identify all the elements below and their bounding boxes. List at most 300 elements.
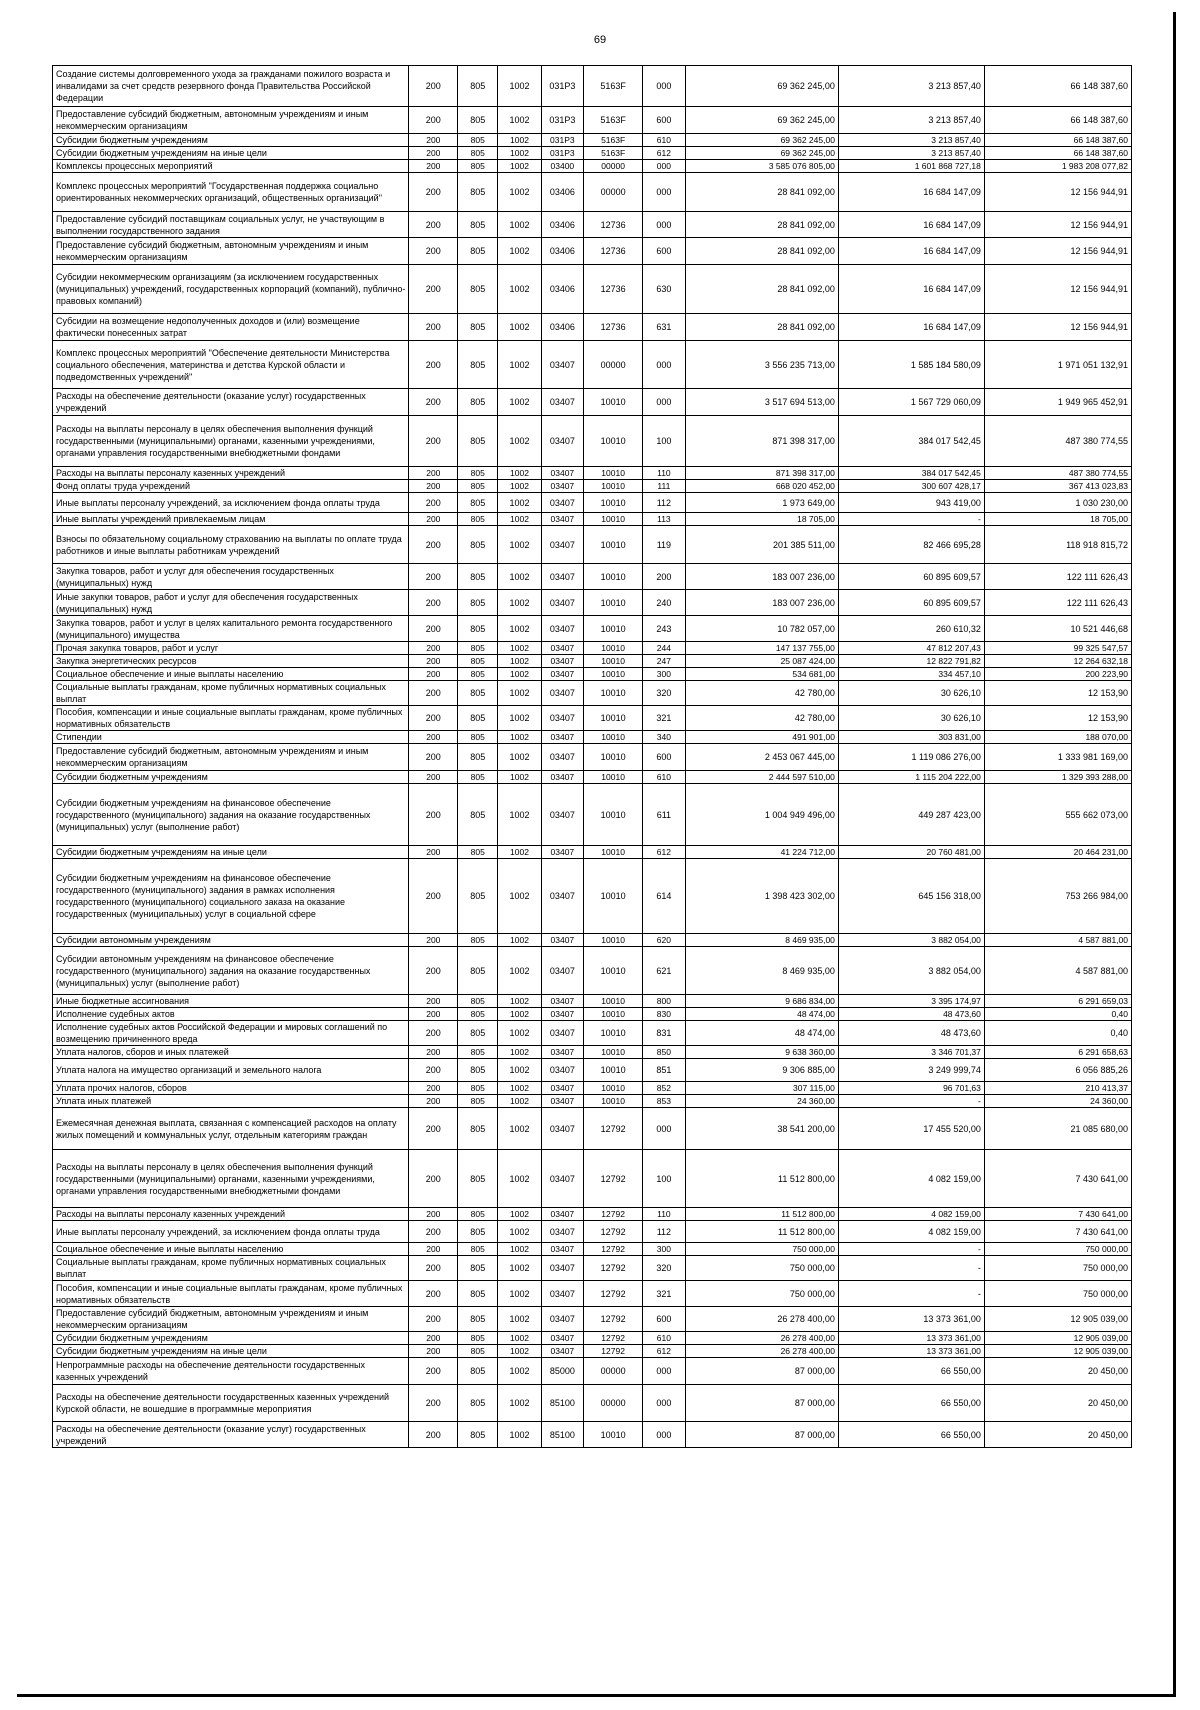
row-amount-executed: 66 550,00: [838, 1422, 984, 1448]
row-subsection-code: 1002: [498, 744, 541, 771]
row-amount-remaining: 487 380 774,55: [984, 416, 1131, 467]
row-expense-type-code: 113: [643, 513, 685, 526]
row-section-code: 805: [458, 526, 498, 564]
row-direction-code: 10010: [584, 995, 643, 1008]
row-name: Предоставление субсидий бюджетным, автономным учреждениям и иным некоммерческим организациям: [53, 107, 409, 134]
row-ministry-code: 200: [409, 1221, 458, 1243]
row-direction-code: 10010: [584, 934, 643, 947]
row-program-code: 03407: [541, 784, 583, 846]
row-amount-plan: 750 000,00: [685, 1281, 838, 1307]
row-section-code: 805: [458, 590, 498, 616]
row-subsection-code: 1002: [498, 731, 541, 744]
row-amount-executed: 48 473,60: [838, 1021, 984, 1046]
row-ministry-code: 200: [409, 731, 458, 744]
row-expense-type-code: 600: [643, 1307, 685, 1332]
row-amount-plan: 28 841 092,00: [685, 173, 838, 212]
row-direction-code: 10010: [584, 493, 643, 513]
row-expense-type-code: 100: [643, 1150, 685, 1208]
row-expense-type-code: 600: [643, 238, 685, 265]
row-expense-type-code: 100: [643, 416, 685, 467]
row-ministry-code: 200: [409, 1307, 458, 1332]
row-direction-code: 10010: [584, 744, 643, 771]
row-name: Субсидии автономным учреждениям на финансовое обеспечение государственного (муниципального) задания на оказание государственных (муниципальных) услуг (выполнение работ): [53, 947, 409, 995]
row-expense-type-code: 000: [643, 341, 685, 389]
row-amount-plan: 1 004 949 496,00: [685, 784, 838, 846]
row-direction-code: 12792: [584, 1221, 643, 1243]
table-row: [53, 784, 1132, 846]
row-program-code: 031Р3: [541, 134, 583, 147]
row-amount-plan: 534 681,00: [685, 668, 838, 681]
row-ministry-code: 200: [409, 590, 458, 616]
row-program-code: 03406: [541, 238, 583, 265]
row-program-code: 03407: [541, 859, 583, 934]
table-row: [53, 147, 1132, 160]
row-name: Социальное обеспечение и иные выплаты населению: [53, 1243, 409, 1256]
row-expense-type-code: 631: [643, 314, 685, 341]
row-program-code: 03407: [541, 1150, 583, 1208]
row-amount-remaining: 18 705,00: [984, 513, 1131, 526]
row-amount-executed: 17 455 520,00: [838, 1108, 984, 1150]
row-ministry-code: 200: [409, 160, 458, 173]
row-program-code: 031Р3: [541, 147, 583, 160]
row-amount-remaining: 0,40: [984, 1008, 1131, 1021]
row-program-code: 03407: [541, 1008, 583, 1021]
row-direction-code: 10010: [584, 590, 643, 616]
row-direction-code: 12792: [584, 1256, 643, 1281]
row-amount-plan: 28 841 092,00: [685, 314, 838, 341]
row-ministry-code: 200: [409, 668, 458, 681]
row-direction-code: 10010: [584, 642, 643, 655]
table-row: [53, 467, 1132, 480]
row-subsection-code: 1002: [498, 416, 541, 467]
row-name: Иные выплаты персоналу учреждений, за исключением фонда оплаты труда: [53, 493, 409, 513]
row-ministry-code: 200: [409, 947, 458, 995]
row-name: Субсидии на возмещение недополученных доходов и (или) возмещение фактически понесенных затрат: [53, 314, 409, 341]
row-amount-executed: 12 822 791,82: [838, 655, 984, 668]
row-direction-code: 10010: [584, 389, 643, 416]
row-ministry-code: 200: [409, 526, 458, 564]
row-amount-remaining: 750 000,00: [984, 1256, 1131, 1281]
row-name: Исполнение судебных актов: [53, 1008, 409, 1021]
row-amount-executed: -: [838, 1281, 984, 1307]
row-section-code: 805: [458, 341, 498, 389]
row-amount-plan: 28 841 092,00: [685, 238, 838, 265]
row-ministry-code: 200: [409, 416, 458, 467]
row-subsection-code: 1002: [498, 467, 541, 480]
row-ministry-code: 200: [409, 784, 458, 846]
row-amount-plan: 11 512 800,00: [685, 1150, 838, 1208]
table-row: [53, 731, 1132, 744]
row-amount-remaining: 7 430 641,00: [984, 1221, 1131, 1243]
row-name: Социальные выплаты гражданам, кроме публичных нормативных социальных выплат: [53, 681, 409, 706]
row-subsection-code: 1002: [498, 616, 541, 642]
row-subsection-code: 1002: [498, 859, 541, 934]
row-amount-executed: 4 082 159,00: [838, 1208, 984, 1221]
table-row: [53, 1108, 1132, 1150]
row-expense-type-code: 240: [643, 590, 685, 616]
row-direction-code: 5163F: [584, 107, 643, 134]
row-name: Уплата налогов, сборов и иных платежей: [53, 1046, 409, 1059]
row-ministry-code: 200: [409, 1243, 458, 1256]
row-expense-type-code: 621: [643, 947, 685, 995]
row-program-code: 85100: [541, 1385, 583, 1422]
row-name: Иные выплаты персоналу учреждений, за исключением фонда оплаты труда: [53, 1221, 409, 1243]
row-direction-code: 10010: [584, 1082, 643, 1095]
table-row: [53, 995, 1132, 1008]
row-ministry-code: 200: [409, 564, 458, 590]
row-amount-executed: 3 882 054,00: [838, 947, 984, 995]
row-section-code: 805: [458, 1108, 498, 1150]
row-amount-plan: 11 512 800,00: [685, 1221, 838, 1243]
row-amount-plan: 9 686 834,00: [685, 995, 838, 1008]
row-amount-remaining: 10 521 446,68: [984, 616, 1131, 642]
row-subsection-code: 1002: [498, 212, 541, 238]
row-program-code: 03407: [541, 1108, 583, 1150]
row-amount-plan: 1 398 423 302,00: [685, 859, 838, 934]
row-expense-type-code: 600: [643, 107, 685, 134]
row-name: Расходы на выплаты персоналу казенных учреждений: [53, 1208, 409, 1221]
row-name: Ежемесячная денежная выплата, связанная с компенсацией расходов на оплату жилых помещений и коммунальных услуг, отдельным категориям граждан: [53, 1108, 409, 1150]
table-row: [53, 1046, 1132, 1059]
row-program-code: 03407: [541, 467, 583, 480]
row-amount-plan: 26 278 400,00: [685, 1307, 838, 1332]
row-amount-plan: 9 306 885,00: [685, 1059, 838, 1082]
row-program-code: 03407: [541, 416, 583, 467]
row-direction-code: 00000: [584, 1385, 643, 1422]
row-amount-plan: 42 780,00: [685, 681, 838, 706]
row-ministry-code: 200: [409, 995, 458, 1008]
row-expense-type-code: 321: [643, 1281, 685, 1307]
row-program-code: 03407: [541, 1221, 583, 1243]
row-direction-code: 10010: [584, 655, 643, 668]
row-name: Расходы на обеспечение деятельности государственных казенных учреждений Курской области, не вошедшие в программные мероприятия: [53, 1385, 409, 1422]
row-amount-remaining: 122 111 626,43: [984, 590, 1131, 616]
row-name: Иные закупки товаров, работ и услуг для обеспечения государственных (муниципальных) нужд: [53, 590, 409, 616]
row-amount-plan: 26 278 400,00: [685, 1345, 838, 1358]
table-row: [53, 1332, 1132, 1345]
row-name: Расходы на обеспечение деятельности (оказание услуг) государственных учреждений: [53, 1422, 409, 1448]
row-amount-plan: 24 360,00: [685, 1095, 838, 1108]
table-row: [53, 681, 1132, 706]
row-subsection-code: 1002: [498, 1046, 541, 1059]
row-subsection-code: 1002: [498, 147, 541, 160]
row-ministry-code: 200: [409, 389, 458, 416]
row-expense-type-code: 851: [643, 1059, 685, 1082]
row-direction-code: 5163F: [584, 66, 643, 107]
row-section-code: 805: [458, 934, 498, 947]
row-amount-executed: 3 213 857,40: [838, 147, 984, 160]
row-amount-executed: 3 395 174,97: [838, 995, 984, 1008]
row-ministry-code: 200: [409, 1150, 458, 1208]
row-amount-executed: 384 017 542,45: [838, 416, 984, 467]
row-amount-remaining: 12 905 039,00: [984, 1307, 1131, 1332]
row-amount-plan: 491 901,00: [685, 731, 838, 744]
table-row: [53, 212, 1132, 238]
row-name: Создание системы долговременного ухода за гражданами пожилого возраста и инвалидами за счет средств резервного фонда Правительства Российской Федерации: [53, 66, 409, 107]
row-amount-remaining: 24 360,00: [984, 1095, 1131, 1108]
row-amount-remaining: 4 587 881,00: [984, 934, 1131, 947]
row-direction-code: 10010: [584, 1021, 643, 1046]
table-row: [53, 564, 1132, 590]
row-amount-executed: 16 684 147,09: [838, 265, 984, 314]
row-section-code: 805: [458, 564, 498, 590]
row-amount-remaining: 20 450,00: [984, 1422, 1131, 1448]
table-row: [53, 744, 1132, 771]
row-program-code: 03407: [541, 341, 583, 389]
row-name: Комплекс процессных мероприятий "Обеспечение деятельности Министерства социального обеспечения, материнства и детства Курской области и подведомственных учреждений": [53, 341, 409, 389]
row-program-code: 03407: [541, 480, 583, 493]
row-amount-remaining: 7 430 641,00: [984, 1208, 1131, 1221]
table-row: [53, 1281, 1132, 1307]
table-row: [53, 590, 1132, 616]
row-direction-code: 00000: [584, 173, 643, 212]
row-program-code: 03407: [541, 947, 583, 995]
row-section-code: 805: [458, 846, 498, 859]
row-subsection-code: 1002: [498, 238, 541, 265]
row-ministry-code: 200: [409, 314, 458, 341]
row-expense-type-code: 247: [643, 655, 685, 668]
row-expense-type-code: 200: [643, 564, 685, 590]
row-expense-type-code: 300: [643, 668, 685, 681]
row-ministry-code: 200: [409, 859, 458, 934]
row-expense-type-code: 000: [643, 1358, 685, 1385]
row-amount-remaining: 66 148 387,60: [984, 134, 1131, 147]
row-amount-plan: 3 585 076 805,00: [685, 160, 838, 173]
row-subsection-code: 1002: [498, 1221, 541, 1243]
row-amount-plan: 2 453 067 445,00: [685, 744, 838, 771]
row-section-code: 805: [458, 1046, 498, 1059]
row-direction-code: 12736: [584, 238, 643, 265]
row-ministry-code: 200: [409, 1008, 458, 1021]
row-section-code: 805: [458, 314, 498, 341]
row-amount-executed: 1 601 868 727,18: [838, 160, 984, 173]
row-program-code: 03407: [541, 1332, 583, 1345]
row-subsection-code: 1002: [498, 1307, 541, 1332]
row-direction-code: 12792: [584, 1345, 643, 1358]
row-name: Предоставление субсидий бюджетным, автономным учреждениям и иным некоммерческим организациям: [53, 1307, 409, 1332]
row-amount-plan: 1 973 649,00: [685, 493, 838, 513]
row-ministry-code: 200: [409, 616, 458, 642]
row-amount-plan: 3 517 694 513,00: [685, 389, 838, 416]
row-amount-remaining: 6 291 659,03: [984, 995, 1131, 1008]
row-expense-type-code: 612: [643, 1345, 685, 1358]
row-amount-remaining: 12 264 632,18: [984, 655, 1131, 668]
row-amount-plan: 10 782 057,00: [685, 616, 838, 642]
row-expense-type-code: 000: [643, 212, 685, 238]
row-name: Субсидии некоммерческим организациям (за исключением государственных (муниципальных) учреждений, государственных корпораций (компаний), публично-правовых компаний): [53, 265, 409, 314]
row-amount-plan: 87 000,00: [685, 1385, 838, 1422]
row-amount-plan: 871 398 317,00: [685, 416, 838, 467]
row-amount-plan: 11 512 800,00: [685, 1208, 838, 1221]
row-ministry-code: 200: [409, 655, 458, 668]
row-amount-plan: 69 362 245,00: [685, 66, 838, 107]
row-amount-remaining: 6 056 885,26: [984, 1059, 1131, 1082]
row-program-code: 03407: [541, 668, 583, 681]
row-subsection-code: 1002: [498, 642, 541, 655]
row-section-code: 805: [458, 1082, 498, 1095]
row-program-code: 03407: [541, 642, 583, 655]
row-expense-type-code: 614: [643, 859, 685, 934]
table-row: [53, 1345, 1132, 1358]
table-row: [53, 1150, 1132, 1208]
row-subsection-code: 1002: [498, 1082, 541, 1095]
row-direction-code: 5163F: [584, 147, 643, 160]
page-number: 69: [593, 34, 607, 46]
row-ministry-code: 200: [409, 934, 458, 947]
row-amount-plan: 8 469 935,00: [685, 934, 838, 947]
row-expense-type-code: 119: [643, 526, 685, 564]
row-subsection-code: 1002: [498, 66, 541, 107]
table-row: [53, 314, 1132, 341]
row-ministry-code: 200: [409, 480, 458, 493]
row-direction-code: 10010: [584, 1008, 643, 1021]
row-amount-executed: 60 895 609,57: [838, 564, 984, 590]
row-ministry-code: 200: [409, 513, 458, 526]
row-ministry-code: 200: [409, 66, 458, 107]
row-direction-code: 10010: [584, 1046, 643, 1059]
row-ministry-code: 200: [409, 173, 458, 212]
row-name: Исполнение судебных актов Российской Федерации и мировых соглашений по возмещению причиненного вреда: [53, 1021, 409, 1046]
row-name: Пособия, компенсации и иные социальные выплаты гражданам, кроме публичных нормативных обязательств: [53, 706, 409, 731]
row-amount-executed: 16 684 147,09: [838, 212, 984, 238]
row-subsection-code: 1002: [498, 1422, 541, 1448]
table-row: [53, 668, 1132, 681]
row-ministry-code: 200: [409, 1108, 458, 1150]
table-row: [53, 526, 1132, 564]
row-subsection-code: 1002: [498, 1021, 541, 1046]
row-name: Закупка энергетических ресурсов: [53, 655, 409, 668]
row-amount-remaining: 118 918 815,72: [984, 526, 1131, 564]
row-section-code: 805: [458, 1358, 498, 1385]
row-program-code: 03407: [541, 1046, 583, 1059]
row-amount-executed: 3 213 857,40: [838, 66, 984, 107]
row-program-code: 03407: [541, 513, 583, 526]
row-name: Уплата иных платежей: [53, 1095, 409, 1108]
row-amount-remaining: 0,40: [984, 1021, 1131, 1046]
row-section-code: 805: [458, 995, 498, 1008]
row-direction-code: 10010: [584, 564, 643, 590]
row-amount-remaining: 12 156 944,91: [984, 265, 1131, 314]
row-direction-code: 12736: [584, 212, 643, 238]
row-expense-type-code: 000: [643, 66, 685, 107]
row-name: Прочая закупка товаров, работ и услуг: [53, 642, 409, 655]
row-direction-code: 10010: [584, 480, 643, 493]
table-row: [53, 134, 1132, 147]
row-program-code: 03407: [541, 771, 583, 784]
row-amount-executed: 66 550,00: [838, 1385, 984, 1422]
row-amount-executed: 47 812 207,43: [838, 642, 984, 655]
row-name: Субсидии бюджетным учреждениям на иные цели: [53, 846, 409, 859]
row-amount-plan: 87 000,00: [685, 1422, 838, 1448]
row-name: Расходы на обеспечение деятельности (оказание услуг) государственных учреждений: [53, 389, 409, 416]
row-section-code: 805: [458, 784, 498, 846]
row-ministry-code: 200: [409, 846, 458, 859]
row-expense-type-code: 321: [643, 706, 685, 731]
row-section-code: 805: [458, 681, 498, 706]
row-section-code: 805: [458, 1385, 498, 1422]
row-expense-type-code: 611: [643, 784, 685, 846]
row-amount-executed: 82 466 695,28: [838, 526, 984, 564]
table-row: [53, 642, 1132, 655]
table-row: [53, 416, 1132, 467]
row-amount-plan: 87 000,00: [685, 1358, 838, 1385]
row-amount-executed: 4 082 159,00: [838, 1150, 984, 1208]
row-program-code: 03406: [541, 265, 583, 314]
row-ministry-code: 200: [409, 265, 458, 314]
row-program-code: 03407: [541, 744, 583, 771]
row-program-code: 03400: [541, 160, 583, 173]
row-subsection-code: 1002: [498, 107, 541, 134]
row-section-code: 805: [458, 160, 498, 173]
row-ministry-code: 200: [409, 681, 458, 706]
row-amount-remaining: 750 000,00: [984, 1281, 1131, 1307]
row-program-code: 03407: [541, 616, 583, 642]
row-amount-remaining: 12 905 039,00: [984, 1332, 1131, 1345]
row-name: Субсидии бюджетным учреждениям на финансовое обеспечение государственного (муниципального) задания в рамках исполнения государственного (муниципального) социального заказа на оказание государственных (муниципальных) услуг в социальной сфере: [53, 859, 409, 934]
row-ministry-code: 200: [409, 1082, 458, 1095]
row-program-code: 03407: [541, 1281, 583, 1307]
row-amount-remaining: 12 156 944,91: [984, 212, 1131, 238]
budget-table: [52, 65, 1132, 1448]
row-amount-remaining: 555 662 073,00: [984, 784, 1131, 846]
row-program-code: 03407: [541, 1082, 583, 1095]
row-section-code: 805: [458, 731, 498, 744]
row-ministry-code: 200: [409, 1046, 458, 1059]
row-amount-executed: 48 473,60: [838, 1008, 984, 1021]
row-amount-plan: 18 705,00: [685, 513, 838, 526]
row-name: Субсидии бюджетным учреждениям: [53, 771, 409, 784]
row-amount-remaining: 1 949 965 452,91: [984, 389, 1131, 416]
row-subsection-code: 1002: [498, 341, 541, 389]
row-expense-type-code: 630: [643, 265, 685, 314]
row-program-code: 031Р3: [541, 107, 583, 134]
row-section-code: 805: [458, 1256, 498, 1281]
row-subsection-code: 1002: [498, 1150, 541, 1208]
row-amount-plan: 201 385 511,00: [685, 526, 838, 564]
row-section-code: 805: [458, 655, 498, 668]
row-amount-executed: 3 882 054,00: [838, 934, 984, 947]
row-name: Расходы на выплаты персоналу в целях обеспечения выполнения функций государственными (муниципальными) органами, казенными учреждениями, органами управления государственными внебюджетными фондами: [53, 1150, 409, 1208]
row-direction-code: 12792: [584, 1243, 643, 1256]
row-amount-remaining: 753 266 984,00: [984, 859, 1131, 934]
row-section-code: 805: [458, 134, 498, 147]
row-direction-code: 12792: [584, 1281, 643, 1307]
row-amount-executed: -: [838, 1243, 984, 1256]
row-direction-code: 10010: [584, 513, 643, 526]
row-name: Субсидии автономным учреждениям: [53, 934, 409, 947]
row-expense-type-code: 340: [643, 731, 685, 744]
row-name: Непрограммные расходы на обеспечение деятельности государственных казенных учреждений: [53, 1358, 409, 1385]
table-row: [53, 1422, 1132, 1448]
row-amount-remaining: 1 030 230,00: [984, 493, 1131, 513]
row-direction-code: 12792: [584, 1150, 643, 1208]
row-amount-executed: 96 701,63: [838, 1082, 984, 1095]
row-section-code: 805: [458, 771, 498, 784]
row-subsection-code: 1002: [498, 771, 541, 784]
row-amount-plan: 668 020 452,00: [685, 480, 838, 493]
row-section-code: 805: [458, 1208, 498, 1221]
row-expense-type-code: 000: [643, 173, 685, 212]
row-amount-remaining: 7 430 641,00: [984, 1150, 1131, 1208]
row-name: Взносы по обязательному социальному страхованию на выплаты по оплате труда работников и иные выплаты работникам учреждений: [53, 526, 409, 564]
row-amount-executed: 16 684 147,09: [838, 238, 984, 265]
row-expense-type-code: 600: [643, 744, 685, 771]
row-amount-executed: 3 213 857,40: [838, 107, 984, 134]
row-section-code: 805: [458, 212, 498, 238]
row-amount-plan: 28 841 092,00: [685, 212, 838, 238]
row-amount-executed: 449 287 423,00: [838, 784, 984, 846]
row-amount-executed: 384 017 542,45: [838, 467, 984, 480]
